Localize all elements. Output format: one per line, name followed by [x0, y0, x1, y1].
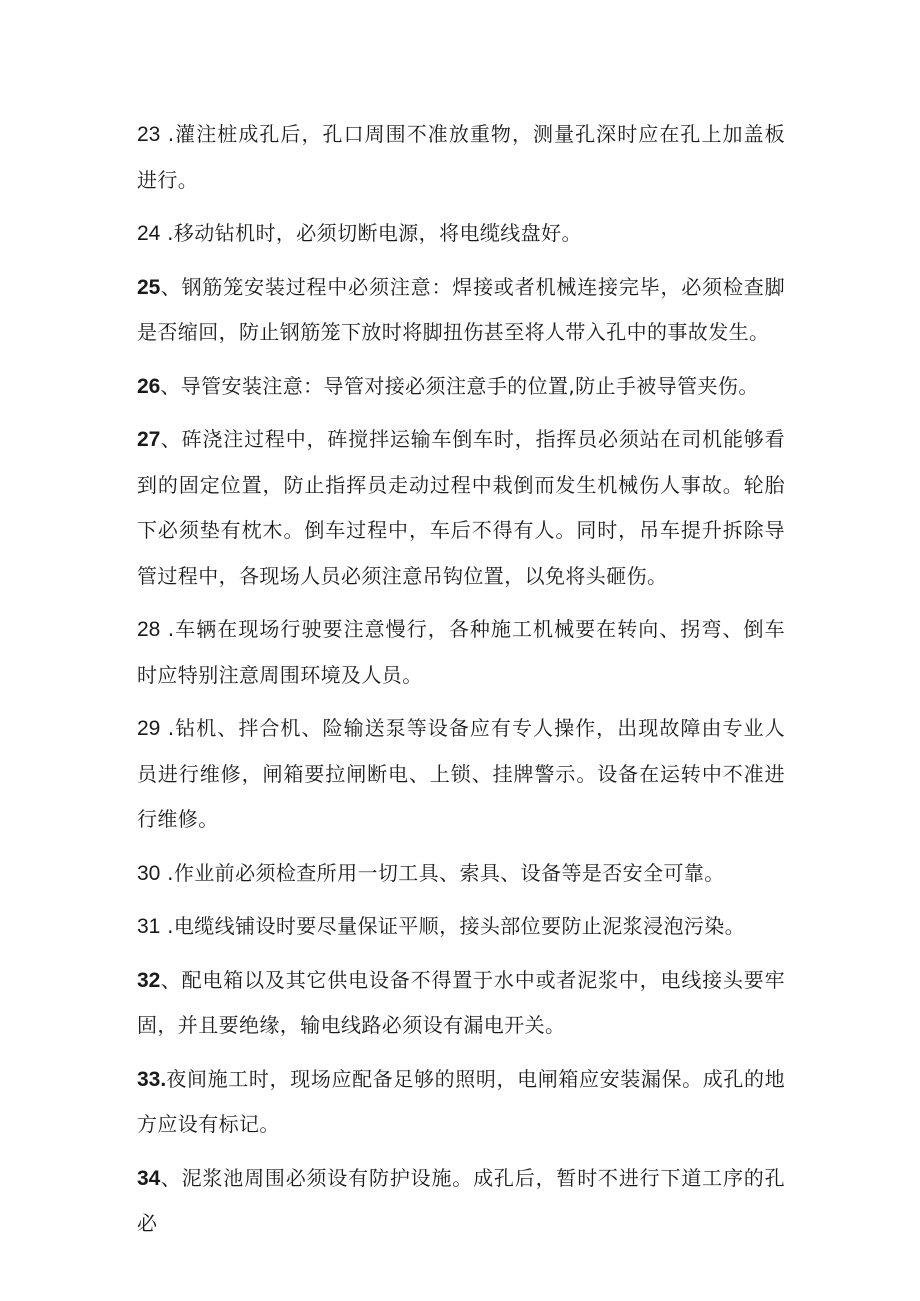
list-item-29: [137, 706, 785, 843]
item-text: 、砗浇注过程中，砗搅拌运输车倒车时，指挥员必须站在司机能够看到的固定位置，防止指挥员走动过程中栽倒而发生机械伤人事故。轮胎下必须垫有枕木。倒车过程中，车后不得有人。同时，吊车提升拆除导管过程中，各现场人员必须注意吊钩位置，以免将头砸伤。: [137, 427, 785, 588]
item-number: 32: [137, 968, 161, 992]
item-number: 29: [137, 717, 161, 740]
item-number: 28: [137, 618, 161, 641]
list-item-24: [137, 211, 785, 257]
item-text: 、钢筋笼安装过程中必须注意：焊接或者机械连接完毕，必须检查脚是否缩回，防止钢筋笼下放时将脚扭伤甚至将人带入孔中的事故发生。: [137, 274, 785, 344]
item-text: 、泥浆池周围必须设有防护设施。成孔后，暂时不进行下道工序的孔必: [137, 1165, 785, 1235]
item-number: 24: [137, 222, 161, 245]
item-number: 25: [137, 275, 161, 299]
list-item-27: [137, 417, 785, 599]
list-item-25: [137, 265, 785, 356]
item-text: .车辆在现场行驶要注意慢行，各种施工机械要在转向、拐弯、倒车时应特别注意周围环境及人员。: [137, 617, 785, 687]
item-number: 26: [137, 374, 161, 398]
list-item-26: [137, 364, 785, 410]
item-number: 33.: [137, 1067, 167, 1091]
item-number: 34: [137, 1166, 161, 1190]
list-item-33: [137, 1057, 785, 1148]
item-number: 30: [137, 861, 161, 885]
item-text: .电缆线铺设时要尽量保证平顺，接头部位要防止泥浆浸泡污染。: [160, 914, 746, 938]
item-number: 27: [137, 428, 161, 451]
item-text: .灌注桩成孔后，孔口周围不准放重物，测量孔深时应在孔上加盖板进行。: [137, 122, 785, 192]
item-number: 31: [137, 915, 161, 938]
document-body: [137, 112, 785, 1255]
list-item-34: [137, 1156, 785, 1247]
list-item-23: [137, 112, 785, 203]
item-text: 、导管安装注意：导管对接必须注意手的位置,防止手被导管夹伤。: [160, 373, 759, 398]
list-item-31: [137, 904, 785, 950]
item-text: 、配电箱以及其它供电设备不得置于水中或者泥浆中，电线接头要牢固，并且要绝缘，输电线路必须设有漏电开关。: [137, 967, 785, 1037]
list-item-28: [137, 607, 785, 698]
list-item-30: [137, 851, 785, 897]
item-number: 23: [137, 123, 161, 146]
list-item-32: [137, 958, 785, 1049]
item-text: .作业前必须检查所用一切工具、索具、设备等是否安全可靠。: [160, 860, 725, 885]
item-text: 夜间施工时，现场应配备足够的照明，电闸箱应安装漏保。成孔的地方应设有标记。: [137, 1066, 785, 1136]
item-text: .移动钻机时，必须切断电源，将电缆线盘好。: [160, 221, 582, 245]
item-text: .钻机、拌合机、险输送泵等设备应有专人操作，出现故障由专业人员进行维修，闸箱要拉闸断电、上锁、挂牌警示。设备在运转中不准进行维修。: [137, 716, 785, 831]
